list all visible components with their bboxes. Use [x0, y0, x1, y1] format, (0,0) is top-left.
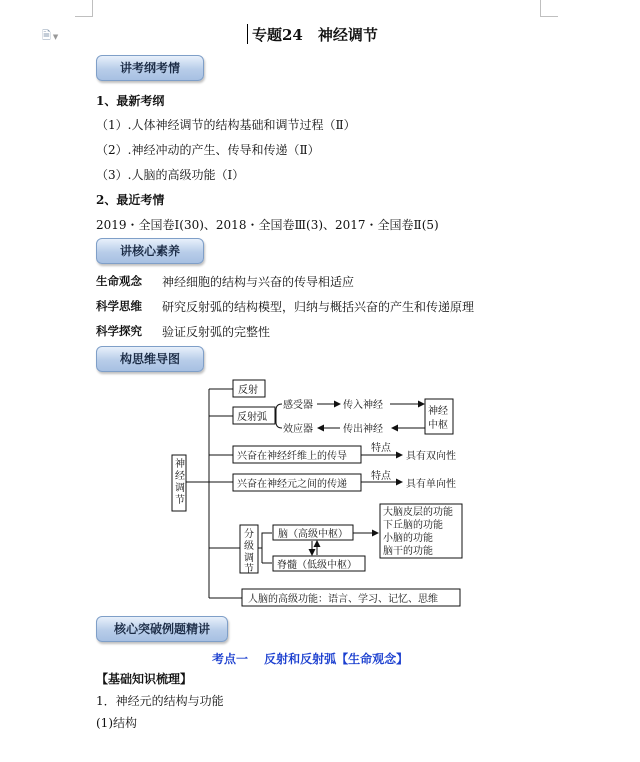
point-title: 考点一 反射和反射弧【生命观念】 [212, 652, 409, 666]
mm-receptor: 感受器 [283, 400, 313, 411]
syllabus-item-1: （1）.人体神经调节的结构基础和调节过程（Ⅱ） [96, 118, 356, 132]
mm-brain-part-4: 脑干的功能 [383, 546, 433, 557]
exam-text: 2019・全国卷Ⅰ(30)、2018・全国卷Ⅲ(3)、2017・全国卷Ⅱ(5) [96, 218, 439, 232]
mm-efferent: 传出神经 [343, 424, 383, 435]
literacy-label-2: 科学思维 [96, 299, 142, 313]
mm-center-2: 中枢 [428, 420, 448, 431]
mm-brain-part-3: 小脑的功能 [383, 533, 433, 544]
syllabus-item-3: （3）.人脑的高级功能（Ⅰ） [96, 168, 245, 182]
mm-root-char-4: 节 [175, 495, 185, 506]
mm-brain-part-1: 大脑皮层的功能 [383, 507, 453, 518]
section-header-mindmap: 构思维导图 [96, 346, 204, 372]
mm-bidirectional: 具有双向性 [406, 451, 456, 462]
mm-effector: 效应器 [283, 424, 313, 435]
mm-spinal: 脊髓（低级中枢） [277, 560, 357, 571]
literacy-label-3: 科学探究 [96, 324, 142, 338]
mm-root-char-3: 调 [175, 483, 185, 494]
mm-unidirectional: 具有单向性 [406, 479, 456, 490]
page-title: 专题24 神经调节 [252, 26, 378, 44]
mm-root-char-2: 经 [175, 471, 185, 482]
syllabus-heading: 1、最新考纲 [96, 94, 165, 108]
mm-afferent: 传入神经 [343, 400, 383, 411]
mm-arc: 反射弧 [237, 412, 267, 423]
mm-root-char-1: 神 [175, 459, 185, 470]
literacy-text-3: 验证反射弧的完整性 [162, 325, 271, 339]
mm-feature-1: 特点 [371, 443, 391, 454]
mm-brain: 脑（高级中枢） [278, 529, 348, 540]
mm-transmission: 兴奋在神经元之间的传递 [237, 479, 347, 490]
mm-graded-1: 分 [244, 529, 254, 540]
section-header-syllabus: 讲考纲考情 [96, 55, 204, 81]
mm-graded-4: 节 [244, 564, 254, 575]
mm-conduction: 兴奋在神经纤维上的传导 [237, 451, 347, 462]
mm-higher: 人脑的高级功能：语言、学习、记忆、思维 [248, 594, 438, 605]
mm-graded-2: 级 [244, 541, 254, 552]
exam-heading: 2、最近考情 [96, 193, 165, 207]
chevron-down-icon: ▼ [52, 33, 59, 41]
point-item-1: 1．神经元的结构与功能 [96, 694, 224, 708]
basic-knowledge-heading: 【基础知识梳理】 [96, 672, 193, 686]
literacy-label-1: 生命观念 [96, 274, 142, 288]
literacy-text-1: 神经细胞的结构与兴奋的传导相适应 [162, 275, 355, 289]
mm-reflex: 反射 [238, 385, 258, 396]
mm-graded-3: 调 [244, 553, 254, 564]
syllabus-item-2: （2）.神经冲动的产生、传导和传递（Ⅱ） [96, 143, 320, 157]
section-header-examples: 核心突破例题精讲 [96, 616, 228, 642]
mm-center-1: 神经 [428, 406, 448, 417]
mm-feature-2: 特点 [371, 471, 391, 482]
literacy-text-2: 研究反射弧的结构模型，归纳与概括兴奋的产生和传递原理 [162, 300, 475, 314]
document-icon[interactable]: 🗎 ▼ [42, 29, 59, 42]
mm-brain-part-2: 下丘脑的功能 [383, 520, 443, 531]
section-header-literacy: 讲核心素养 [96, 238, 204, 264]
point-item-1a: (1)结构 [96, 716, 137, 730]
